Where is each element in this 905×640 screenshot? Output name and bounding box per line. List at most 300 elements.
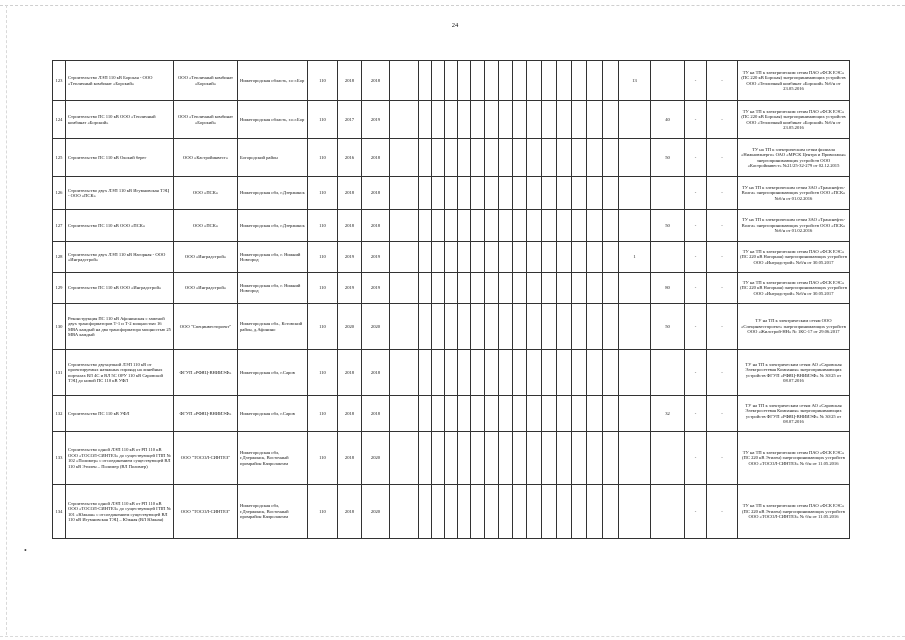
table-row xyxy=(53,210,850,242)
empty-cell xyxy=(572,177,587,210)
line-length-cell xyxy=(619,304,651,350)
empty-cell xyxy=(557,101,572,139)
dash-cell: - xyxy=(707,304,738,350)
empty-cell xyxy=(458,304,471,350)
table-row xyxy=(53,177,850,210)
voltage-cell: 110 xyxy=(308,432,338,485)
empty-cell xyxy=(471,101,485,139)
empty-cell xyxy=(587,273,603,304)
technical-conditions-cell: ТУ на ТП к электрическим сетям ПАО «ФСК ЕЭС» (ПС 220 кВ Нагорная) энергопринимающих устройств ООО «Инградстрой» №б/н от 30.05.2017 xyxy=(738,273,850,304)
row-number: 129 xyxy=(53,273,66,304)
empty-cell xyxy=(432,177,445,210)
voltage-cell: 110 xyxy=(308,101,338,139)
empty-cell xyxy=(390,396,419,432)
year-start-cell: 2017 xyxy=(338,101,362,139)
empty-cell xyxy=(587,432,603,485)
row-number: 126 xyxy=(53,177,66,210)
empty-cell xyxy=(527,396,542,432)
investor-cell: ФГУП «РФЯЦ-ВНИИЭФ» xyxy=(174,396,238,432)
capacity-cell: 50 xyxy=(651,304,685,350)
empty-cell xyxy=(432,432,445,485)
empty-cell xyxy=(587,485,603,539)
technical-conditions-cell: ТУ на ТП к электрическим сетям ЗАО «Транснефть-Волга» энергопринимающих устройств ООО «ПСК» №б/н от 01.02.2016 xyxy=(738,210,850,242)
empty-cell xyxy=(542,350,557,396)
row-number: 127 xyxy=(53,210,66,242)
empty-cell xyxy=(471,242,485,273)
empty-cell xyxy=(485,101,499,139)
voltage-cell: 110 xyxy=(308,210,338,242)
empty-cell xyxy=(485,242,499,273)
table-row xyxy=(53,304,850,350)
capacity-cell: 50 xyxy=(651,210,685,242)
year-start-cell: 2020 xyxy=(338,304,362,350)
capacity-cell xyxy=(651,177,685,210)
empty-cell xyxy=(471,177,485,210)
year-start-cell: 2016 xyxy=(338,139,362,177)
empty-cell xyxy=(572,273,587,304)
empty-cell xyxy=(603,101,619,139)
empty-cell xyxy=(432,210,445,242)
line-length-cell xyxy=(619,273,651,304)
empty-cell xyxy=(603,61,619,101)
empty-cell xyxy=(527,304,542,350)
empty-cell xyxy=(445,350,458,396)
empty-cell xyxy=(557,139,572,177)
row-number: 134 xyxy=(53,485,66,539)
empty-cell xyxy=(419,242,432,273)
location-cell: Нижегородская обл, г.Саров xyxy=(238,396,308,432)
empty-cell xyxy=(390,242,419,273)
empty-cell xyxy=(557,350,572,396)
empty-cell xyxy=(432,485,445,539)
empty-cell xyxy=(432,304,445,350)
empty-cell xyxy=(419,101,432,139)
object-name-cell: Строительство ПС 110 кВ ООО «Инградстрой» xyxy=(66,273,174,304)
table-row xyxy=(53,139,850,177)
voltage-cell: 110 xyxy=(308,485,338,539)
year-start-cell: 2018 xyxy=(338,350,362,396)
empty-cell xyxy=(527,177,542,210)
empty-cell xyxy=(557,177,572,210)
object-name-cell: Строительство ПС 110 кВ УФЛ xyxy=(66,396,174,432)
empty-cell xyxy=(390,210,419,242)
capacity-cell: 32 xyxy=(651,396,685,432)
dash-cell: - xyxy=(707,350,738,396)
empty-cell xyxy=(499,350,513,396)
empty-cell xyxy=(458,101,471,139)
empty-cell xyxy=(485,273,499,304)
year-end-cell: 2020 xyxy=(362,304,390,350)
location-cell: Нижегородская обл, г.Дзержинск xyxy=(238,210,308,242)
year-start-cell: 2019 xyxy=(338,242,362,273)
empty-cell xyxy=(513,432,527,485)
location-cell: Нижегородская область, г.о г.Бор xyxy=(238,61,308,101)
empty-cell xyxy=(432,273,445,304)
empty-cell xyxy=(485,177,499,210)
technical-conditions-cell: ТУ на ТП к электрическим сетям ПАО «ФСК ЕЭС» (ПС 220 кВ Борская) энергопринимающих устройств ООО «Тепличный комбинат «Борский» №б/н от 23.05.2016 xyxy=(738,61,850,101)
year-end-cell: 2018 xyxy=(362,61,390,101)
object-name-cell: Строительство ЛЭП 110 кВ Борская - ООО «Тепличный комбинат «Борский» xyxy=(66,61,174,101)
investor-cell: ООО "Специнвестпроект" xyxy=(174,304,238,350)
voltage-cell: 110 xyxy=(308,177,338,210)
empty-cell xyxy=(542,139,557,177)
empty-cell xyxy=(390,273,419,304)
empty-cell xyxy=(603,432,619,485)
empty-cell xyxy=(587,350,603,396)
empty-cell xyxy=(513,304,527,350)
year-end-cell: 2019 xyxy=(362,273,390,304)
dash-cell: - xyxy=(707,242,738,273)
empty-cell xyxy=(419,432,432,485)
empty-cell xyxy=(499,273,513,304)
capacity-cell: 40 xyxy=(651,101,685,139)
dash-cell: - xyxy=(685,432,707,485)
empty-cell xyxy=(587,242,603,273)
technical-conditions-cell: ТУ на ТП к электрическим сетям ПАО «ФСК ЕЭС» (ПС 220 кВ Этилен) энергопринимающих устройств ООО «ТОСОЛ-СИНТЕЗ» № б/н от 11.05.2016 xyxy=(738,485,850,539)
empty-cell xyxy=(419,273,432,304)
empty-cell xyxy=(557,485,572,539)
object-name-cell: Строительство двух ЛЭП 110 кВ Игумновская ТЭЦ - ООО «ПСК» xyxy=(66,177,174,210)
dash-cell: - xyxy=(685,101,707,139)
empty-cell xyxy=(603,350,619,396)
empty-cell xyxy=(471,396,485,432)
empty-cell xyxy=(557,242,572,273)
empty-cell xyxy=(513,101,527,139)
empty-cell xyxy=(527,350,542,396)
empty-cell xyxy=(445,210,458,242)
table-row xyxy=(53,396,850,432)
empty-cell xyxy=(572,396,587,432)
voltage-cell: 110 xyxy=(308,350,338,396)
empty-cell xyxy=(471,304,485,350)
empty-cell xyxy=(513,210,527,242)
empty-cell xyxy=(542,61,557,101)
investor-cell: ООО «Тепличный комбинат «Борский» xyxy=(174,61,238,101)
empty-cell xyxy=(390,177,419,210)
empty-cell xyxy=(419,350,432,396)
dash-cell: - xyxy=(685,485,707,539)
line-length-cell xyxy=(619,432,651,485)
empty-cell xyxy=(445,396,458,432)
technical-conditions-cell: ТУ на ТП к электрическим сетям ЗАО «Транснефть-Волга» энергопринимающих устройств ООО «ПСК» №б/н от 01.02.2016 xyxy=(738,177,850,210)
table-row xyxy=(53,61,850,101)
scan-border-left xyxy=(6,5,7,635)
location-cell: Нижегородская обл., Кстовский район, д.Афонино xyxy=(238,304,308,350)
dash-cell: - xyxy=(707,210,738,242)
empty-cell xyxy=(390,139,419,177)
empty-cell xyxy=(587,101,603,139)
empty-cell xyxy=(527,273,542,304)
empty-cell xyxy=(445,242,458,273)
line-length-cell: 13 xyxy=(619,61,651,101)
empty-cell xyxy=(542,485,557,539)
empty-cell xyxy=(390,432,419,485)
dash-cell: - xyxy=(685,304,707,350)
dash-cell: - xyxy=(707,177,738,210)
object-name-cell: Строительство ПС 110 кВ ООО «Тепличный комбинат «Борский» xyxy=(66,101,174,139)
empty-cell xyxy=(458,242,471,273)
empty-cell xyxy=(485,139,499,177)
empty-cell xyxy=(419,396,432,432)
investor-cell: ФГУП «РФЯЦ-ВНИИЭФ» xyxy=(174,350,238,396)
year-start-cell: 2018 xyxy=(338,396,362,432)
empty-cell xyxy=(445,101,458,139)
empty-cell xyxy=(445,485,458,539)
object-name-cell: Строительство двух ЛЭП 110 кВ Нагорная - ООО «Инградстрой» xyxy=(66,242,174,273)
empty-cell xyxy=(499,101,513,139)
scan-border-top xyxy=(0,5,905,6)
empty-cell xyxy=(603,242,619,273)
empty-cell xyxy=(527,139,542,177)
row-number: 132 xyxy=(53,396,66,432)
empty-cell xyxy=(432,139,445,177)
object-name-cell: Строительство ПС 110 кВ Окский берег xyxy=(66,139,174,177)
empty-cell xyxy=(471,485,485,539)
empty-cell xyxy=(419,177,432,210)
empty-cell xyxy=(485,485,499,539)
empty-cell xyxy=(557,273,572,304)
empty-cell xyxy=(542,210,557,242)
empty-cell xyxy=(572,101,587,139)
empty-cell xyxy=(587,304,603,350)
empty-cell xyxy=(419,485,432,539)
dash-cell: - xyxy=(707,139,738,177)
technical-conditions-cell: ТУ на ТП к электрическим сетям АО «Саровская Электросетевая Компания» энергопринимающих устройств ФГУП «РФЯЦ-ВНИИЭФ» № 30/25 от 08.07.2016 xyxy=(738,350,850,396)
empty-cell xyxy=(499,485,513,539)
technical-conditions-cell: ТУ на ТП к электрическим сетям АО «Саровская Электросетевая Компания» энергопринимающих устройств ФГУП «РФЯЦ-ВНИИЭФ» № 30/25 от 08.07.2016 xyxy=(738,396,850,432)
empty-cell xyxy=(527,432,542,485)
empty-cell xyxy=(557,432,572,485)
empty-cell xyxy=(499,242,513,273)
empty-cell xyxy=(458,273,471,304)
row-number: 123 xyxy=(53,61,66,101)
dash-cell: - xyxy=(685,177,707,210)
year-end-cell: 2020 xyxy=(362,432,390,485)
year-start-cell: 2018 xyxy=(338,432,362,485)
object-name-cell: Строительство ПС 110 кВ ООО «ПСК» xyxy=(66,210,174,242)
empty-cell xyxy=(499,304,513,350)
year-end-cell: 2020 xyxy=(362,485,390,539)
row-number: 131 xyxy=(53,350,66,396)
empty-cell xyxy=(499,432,513,485)
object-name-cell: Строительство одной ЛЭП 110 кВ от РП 110 кВ ООО «ТОСОЛ-СИНТЕЗ» до существующей ГПП № 101 «Южная» с отсоединением существующей ВЛ 110 кВ Игумновская ТЭЦ – Южная (ВЛ Южная) xyxy=(66,485,174,539)
empty-cell xyxy=(432,242,445,273)
year-start-cell: 2019 xyxy=(338,273,362,304)
location-cell: Нижегородская область, г.о.г.Бор xyxy=(238,101,308,139)
empty-cell xyxy=(390,485,419,539)
year-start-cell: 2018 xyxy=(338,177,362,210)
dash-cell: - xyxy=(707,101,738,139)
investor-cell: ООО "ТОСОЛ-СИНТЕЗ" xyxy=(174,485,238,539)
technical-conditions-cell: ТУ на ТП к электрическим сетям ООО «Специнвестпроект» энергопринимающих устройств ООО «Жилстрой-НН» № 1КС-17 от 29.06.2017 xyxy=(738,304,850,350)
empty-cell xyxy=(603,139,619,177)
capacity-cell xyxy=(651,485,685,539)
line-length-cell xyxy=(619,485,651,539)
object-name-cell: Реконструкция ПС 110 кВ Афонинская с заменой двух трансформаторов Т-1 и Т-2 мощностью 16 МВА каждый на два трансформатора мощностью 25 МВА каждый xyxy=(66,304,174,350)
empty-cell xyxy=(572,139,587,177)
empty-cell xyxy=(527,101,542,139)
investor-cell: ООО «Инградстрой» xyxy=(174,273,238,304)
empty-cell xyxy=(603,177,619,210)
empty-cell xyxy=(471,273,485,304)
table-row xyxy=(53,350,850,396)
empty-cell xyxy=(572,242,587,273)
empty-cell xyxy=(542,101,557,139)
technical-conditions-cell: ТУ на ТП к электрическим сетям ПАО «ФСК ЕЭС» (ПС 220 кВ Нагорная) энергопринимающих устройств ООО «Инградстрой» №б/н от 30.05.2017 xyxy=(738,242,850,273)
year-start-cell: 2018 xyxy=(338,485,362,539)
page-number: 24 xyxy=(451,22,459,29)
empty-cell xyxy=(603,485,619,539)
empty-cell xyxy=(572,304,587,350)
year-end-cell: 2018 xyxy=(362,139,390,177)
year-end-cell: 2018 xyxy=(362,396,390,432)
empty-cell xyxy=(471,210,485,242)
empty-cell xyxy=(432,61,445,101)
year-start-cell: 2018 xyxy=(338,61,362,101)
dash-cell: - xyxy=(707,485,738,539)
row-number: 124 xyxy=(53,101,66,139)
empty-cell xyxy=(471,432,485,485)
empty-cell xyxy=(513,177,527,210)
table-row xyxy=(53,242,850,273)
table-row xyxy=(53,101,850,139)
dash-cell: - xyxy=(707,432,738,485)
technical-conditions-cell: ТУ на ТП к электрическим сетям ПАО «ФСК ЕЭС» (ПС 220 кВ Борская) энергопринимающих устройств ООО «Тепличный комбинат «Борский» №б/н от 23.05.2016 xyxy=(738,101,850,139)
line-length-cell xyxy=(619,139,651,177)
table-body xyxy=(53,61,850,539)
location-cell: Нижегородская обл, г. Нижний Новгород xyxy=(238,242,308,273)
empty-cell xyxy=(572,485,587,539)
year-end-cell: 2018 xyxy=(362,210,390,242)
voltage-cell: 110 xyxy=(308,304,338,350)
empty-cell xyxy=(587,210,603,242)
empty-cell xyxy=(419,304,432,350)
line-length-cell xyxy=(619,101,651,139)
empty-cell xyxy=(513,396,527,432)
empty-cell xyxy=(587,396,603,432)
empty-cell xyxy=(499,396,513,432)
empty-cell xyxy=(445,273,458,304)
row-number: 125 xyxy=(53,139,66,177)
empty-cell xyxy=(587,61,603,101)
empty-cell xyxy=(445,432,458,485)
year-end-cell: 2019 xyxy=(362,242,390,273)
line-length-cell xyxy=(619,177,651,210)
empty-cell xyxy=(458,210,471,242)
empty-cell xyxy=(485,432,499,485)
empty-cell xyxy=(390,61,419,101)
line-length-cell xyxy=(619,350,651,396)
empty-cell xyxy=(572,350,587,396)
empty-cell xyxy=(603,273,619,304)
dash-cell: - xyxy=(685,396,707,432)
voltage-cell: 110 xyxy=(308,139,338,177)
empty-cell xyxy=(432,101,445,139)
empty-cell xyxy=(471,61,485,101)
table-row xyxy=(53,485,850,539)
empty-cell xyxy=(419,139,432,177)
empty-cell xyxy=(603,396,619,432)
empty-cell xyxy=(572,210,587,242)
investor-cell: ООО "ТОСОЛ-СИНТЕЗ" xyxy=(174,432,238,485)
year-end-cell: 2019 xyxy=(362,101,390,139)
empty-cell xyxy=(471,139,485,177)
object-name-cell: Строительство двухцепной ЛЭП 110 кВ от проектируемых натяжных гирлянд на линейных порталах ВЛ 4С и ВЛ 5С ОРУ 110 кВ Саровской ТЭЦ до новой ПС 110 кВ УФЛ xyxy=(66,350,174,396)
dash-cell: - xyxy=(685,61,707,101)
capacity-cell: 80 xyxy=(651,273,685,304)
empty-cell xyxy=(587,177,603,210)
empty-cell xyxy=(419,210,432,242)
capacity-cell xyxy=(651,61,685,101)
dash-cell: - xyxy=(685,139,707,177)
empty-cell xyxy=(527,61,542,101)
empty-cell xyxy=(485,304,499,350)
scan-border-bottom xyxy=(0,636,905,637)
investor-cell: ООО «ПСК» xyxy=(174,177,238,210)
row-number: 130 xyxy=(53,304,66,350)
dash-cell: - xyxy=(685,210,707,242)
empty-cell xyxy=(513,139,527,177)
empty-cell xyxy=(458,396,471,432)
empty-cell xyxy=(542,396,557,432)
empty-cell xyxy=(499,61,513,101)
empty-cell xyxy=(445,304,458,350)
empty-cell xyxy=(485,350,499,396)
empty-cell xyxy=(458,350,471,396)
empty-cell xyxy=(432,350,445,396)
empty-cell xyxy=(445,177,458,210)
table-row xyxy=(53,273,850,304)
line-length-cell xyxy=(619,210,651,242)
capacity-cell xyxy=(651,432,685,485)
empty-cell xyxy=(557,396,572,432)
empty-cell xyxy=(527,210,542,242)
empty-cell xyxy=(499,177,513,210)
investor-cell: ООО «Кастройинвест» xyxy=(174,139,238,177)
empty-cell xyxy=(572,61,587,101)
investor-cell: ООО «Инградстрой» xyxy=(174,242,238,273)
dash-cell: - xyxy=(685,242,707,273)
voltage-cell: 110 xyxy=(308,273,338,304)
empty-cell xyxy=(445,139,458,177)
empty-cell xyxy=(390,101,419,139)
line-length-cell xyxy=(619,396,651,432)
dash-cell: - xyxy=(685,350,707,396)
empty-cell xyxy=(527,485,542,539)
object-name-cell: Строительство одной ЛЭП 110 кВ от РП 110 кВ ООО «ТОСОЛ-СИНТЕЗ» до существующей ГПП № 102 «Полимер» с отсоединением существующей ВЛ 110 кВ Этилен – Полимер (ВЛ Полимер) xyxy=(66,432,174,485)
year-start-cell: 2018 xyxy=(338,210,362,242)
empty-cell xyxy=(471,350,485,396)
empty-cell xyxy=(485,61,499,101)
voltage-cell: 110 xyxy=(308,61,338,101)
voltage-cell: 110 xyxy=(308,396,338,432)
location-cell: Нижегородская обл, г.Саров xyxy=(238,350,308,396)
empty-cell xyxy=(499,139,513,177)
investor-cell: ООО «ПСК» xyxy=(174,210,238,242)
investor-cell: ООО «Тепличный комбинат «Борский» xyxy=(174,101,238,139)
empty-cell xyxy=(458,485,471,539)
empty-cell xyxy=(557,210,572,242)
location-cell: Нижегородская обл, г.Дзержинск, Восточный промрайон Капролактам xyxy=(238,432,308,485)
empty-cell xyxy=(513,273,527,304)
empty-cell xyxy=(419,61,432,101)
row-number: 128 xyxy=(53,242,66,273)
empty-cell xyxy=(513,61,527,101)
technical-conditions-cell: ТУ на ТП к электрическим сетям ПАО «ФСК ЕЭС» (ПС 220 кВ Этилен) энергопринимающих устройств ООО «ТОСОЛ-СИНТЕЗ» № б/н от 11.05.2016 xyxy=(738,432,850,485)
empty-cell xyxy=(603,210,619,242)
empty-cell xyxy=(390,304,419,350)
empty-cell xyxy=(513,485,527,539)
